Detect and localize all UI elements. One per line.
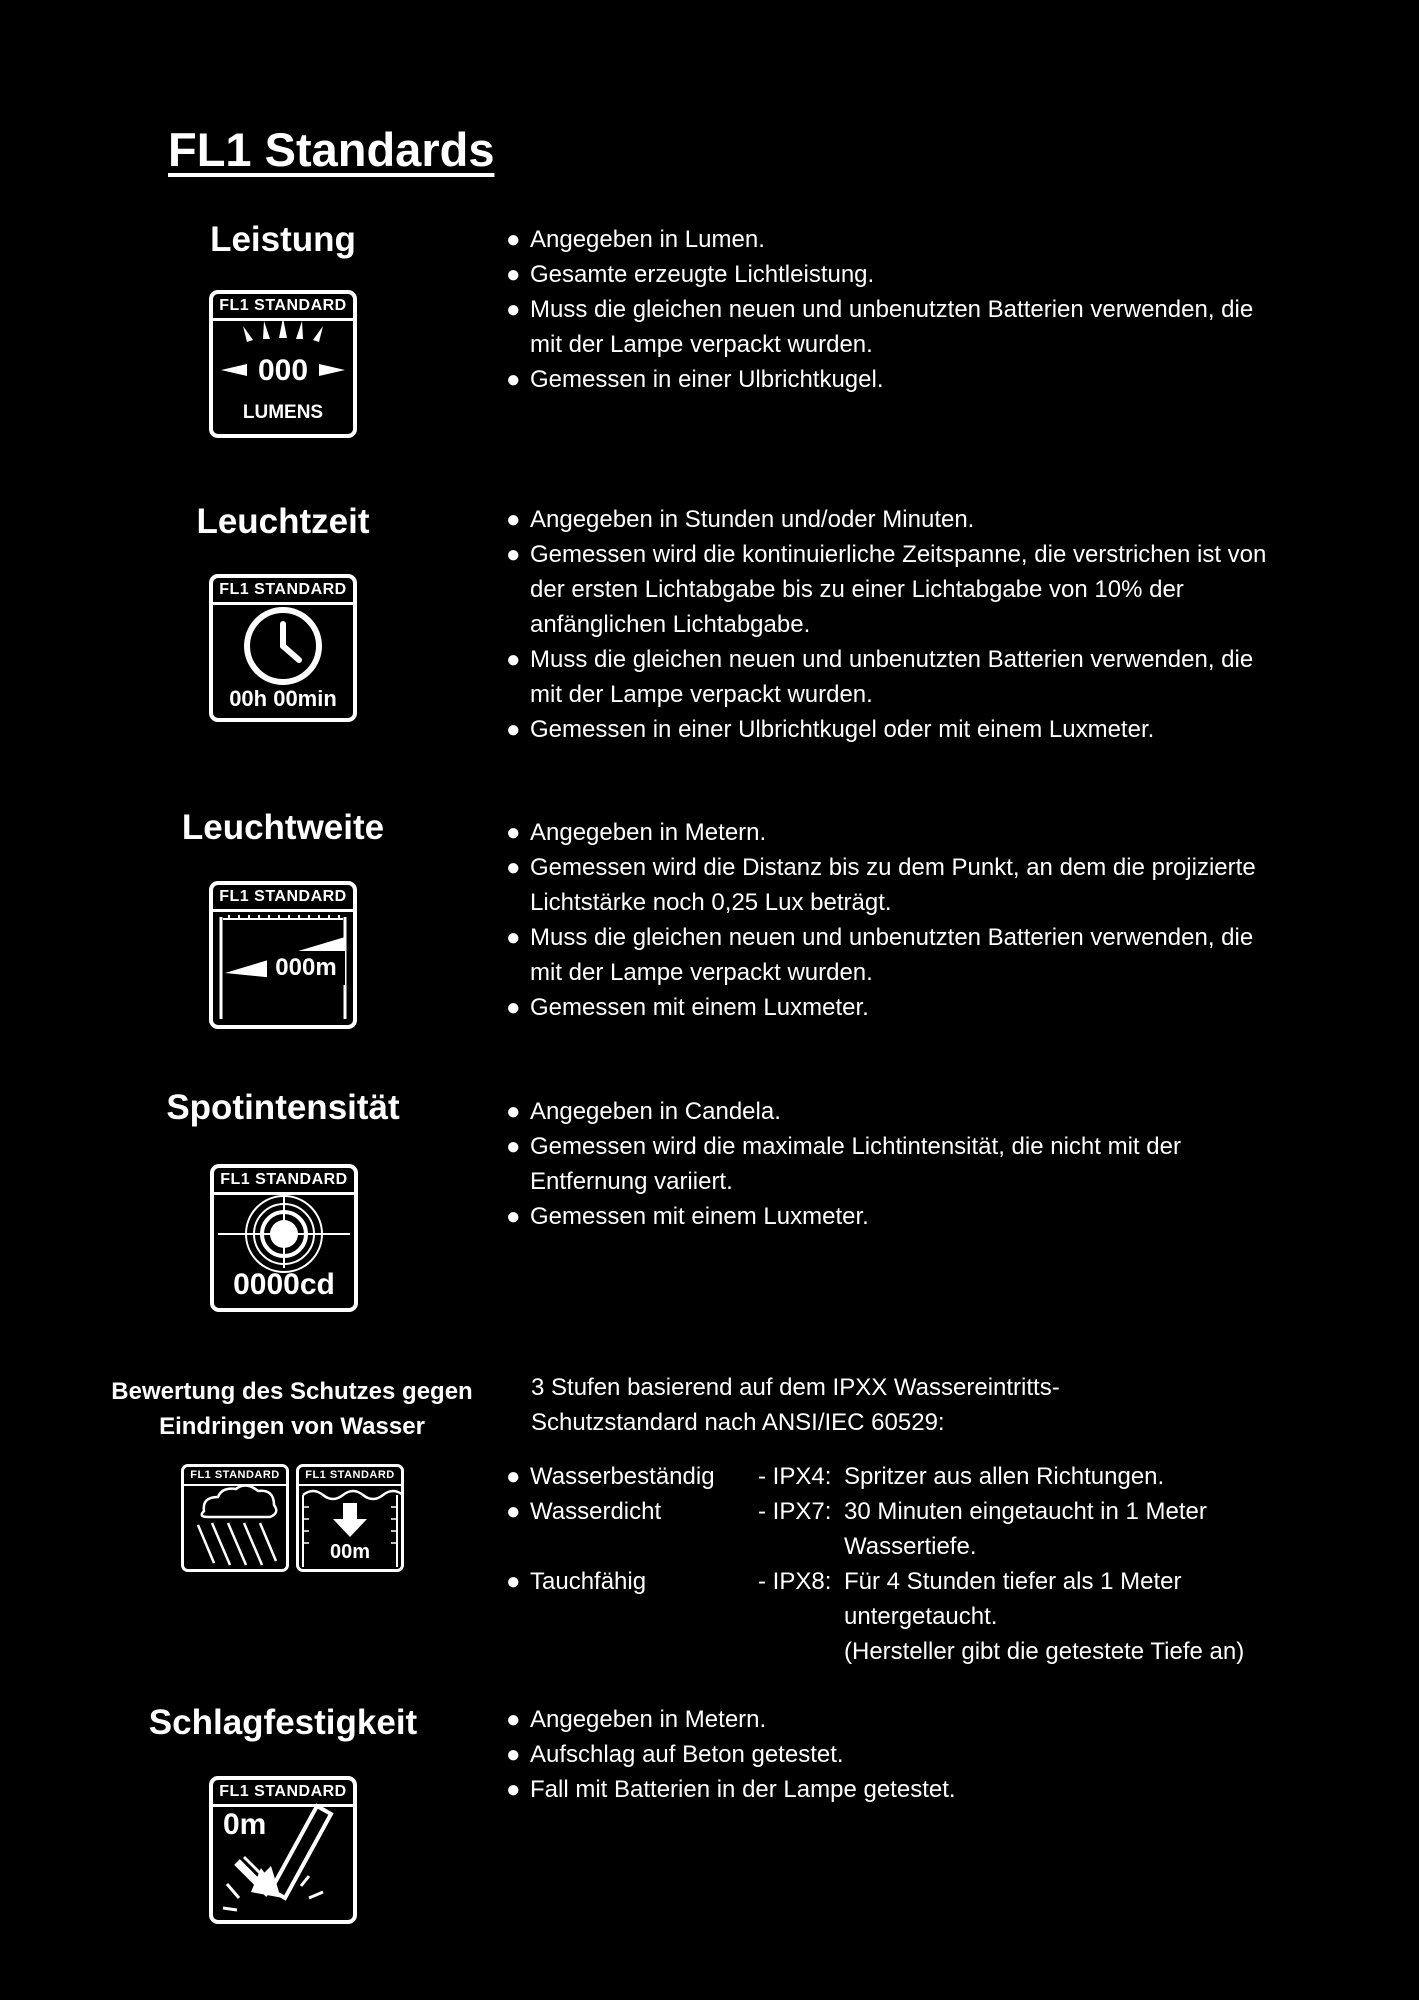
rating-description: Spritzer aus allen Richtungen. bbox=[844, 1463, 1165, 1490]
clock-icon bbox=[209, 574, 357, 722]
list-item: ● Muss die gleichen neuen und unbenutzten Batterien verwenden, die mit der Lampe verpackt wurden. bbox=[506, 646, 1254, 708]
list-item: ● Fall mit Batterien in der Lampe getestet. bbox=[506, 1776, 956, 1803]
rating-description: Für 4 Stunden tiefer als 1 Meter untergetaucht. (Hersteller gibt die getestete Tiefe an) bbox=[844, 1568, 1245, 1665]
list-item: ● Angegeben in Stunden und/oder Minuten. bbox=[506, 506, 975, 533]
section-heading-schlagfestigkeit: Schlagfestigkeit bbox=[148, 1703, 418, 1742]
lumens-value: 000 bbox=[257, 354, 309, 387]
list-item: ● Gemessen wird die kontinuierliche Zeitspanne, die verstrichen ist von der ersten Lichtabgabe bis zu einer Lichtabgabe von 10% der anfänglichen Lichtabgabe. bbox=[506, 541, 1267, 638]
icon-header: FL1 STANDARD bbox=[184, 1467, 286, 1486]
page-title: FL1 Standards bbox=[168, 123, 495, 176]
heading-line: Bewertung des Schutzes gegen bbox=[111, 1378, 473, 1405]
icon-header: FL1 STANDARD bbox=[299, 1467, 401, 1486]
lumens-icon bbox=[209, 290, 357, 438]
list-item: ● Angegeben in Lumen. bbox=[506, 226, 765, 253]
list-item: ● Gemessen wird die Distanz bis zu dem Punkt, an dem die projizierte Lichtstärke noch 0,25 Lux beträgt. bbox=[506, 854, 1256, 916]
section-heading-spotintensitaet: Spotintensität bbox=[166, 1088, 400, 1127]
rating-code: - IPX7: bbox=[758, 1498, 832, 1525]
rating-code: - IPX8: bbox=[758, 1568, 832, 1595]
icon-header: FL1 STANDARD bbox=[213, 885, 353, 912]
list-item: ● Gemessen in einer Ulbrichtkugel oder mit einem Luxmeter. bbox=[506, 716, 1155, 743]
bullet-list-schlagfestigkeit bbox=[506, 1702, 1276, 1807]
list-item: ● Gemessen mit einem Luxmeter. bbox=[506, 994, 869, 1021]
list-item: ● Angegeben in Metern. bbox=[506, 819, 767, 846]
list-item: ● Angegeben in Metern. bbox=[506, 1706, 767, 1733]
ip-rating-table bbox=[506, 1459, 1244, 1669]
icon-header: FL1 STANDARD bbox=[213, 1780, 353, 1807]
bullet-list-leistung bbox=[506, 222, 1276, 397]
table-row bbox=[506, 1564, 1244, 1669]
impact-value: 0m bbox=[223, 1808, 267, 1841]
bullet-list-leuchtzeit bbox=[506, 502, 1276, 747]
bullet: ● bbox=[506, 1463, 521, 1490]
icon-header: FL1 STANDARD bbox=[214, 1168, 354, 1195]
section-heading-leistung: Leistung bbox=[210, 220, 356, 259]
bullet: ● bbox=[506, 1498, 521, 1525]
section-heading-leuchtzeit: Leuchtzeit bbox=[196, 502, 370, 541]
list-item: ● Gemessen mit einem Luxmeter. bbox=[506, 1203, 869, 1230]
rating-name: Tauchfähig bbox=[530, 1568, 647, 1595]
duration-value: 00h 00min bbox=[229, 686, 337, 711]
impact-icon bbox=[209, 1776, 357, 1924]
depth-value: 00m bbox=[329, 1541, 371, 1563]
intro-line: Schutzstandard nach ANSI/IEC 60529: bbox=[531, 1409, 945, 1436]
table-row bbox=[506, 1494, 1244, 1564]
bullet-list-spotintensitaet bbox=[506, 1094, 1276, 1234]
section-heading-wasserschutz bbox=[82, 1374, 502, 1444]
icon-header: FL1 STANDARD bbox=[213, 294, 353, 321]
rain-icon bbox=[181, 1464, 289, 1572]
rating-name: Wasserbeständig bbox=[530, 1463, 715, 1490]
lumens-label: LUMENS bbox=[242, 402, 324, 423]
target-icon bbox=[210, 1164, 358, 1312]
list-item: ● Muss die gleichen neuen und unbenutzten Batterien verwenden, die mit der Lampe verpackt wurden. bbox=[506, 296, 1254, 358]
submersion-icon bbox=[296, 1464, 404, 1572]
beam-distance-icon bbox=[209, 881, 357, 1029]
list-item: ● Gemessen wird die maximale Lichtintensität, die nicht mit der Entfernung variiert. bbox=[506, 1133, 1181, 1195]
distance-value: 000m bbox=[267, 951, 345, 985]
list-item: ● Angegeben in Candela. bbox=[506, 1098, 781, 1125]
intro-line: 3 Stufen basierend auf dem IPXX Wassereintritts- bbox=[531, 1374, 1060, 1401]
list-item: ● Muss die gleichen neuen und unbenutzten Batterien verwenden, die mit der Lampe verpackt wurden. bbox=[506, 924, 1254, 986]
rating-name: Wasserdicht bbox=[530, 1498, 662, 1525]
section-heading-leuchtweite: Leuchtweite bbox=[181, 808, 385, 847]
list-item: ● Gesamte erzeugte Lichtleistung. bbox=[506, 261, 875, 288]
list-item: ● Gemessen in einer Ulbrichtkugel. bbox=[506, 366, 884, 393]
bullet-list-leuchtweite bbox=[506, 815, 1276, 1025]
bullet: ● bbox=[506, 1568, 521, 1595]
icon-header: FL1 STANDARD bbox=[213, 578, 353, 605]
intensity-value: 0000cd bbox=[233, 1268, 335, 1301]
table-row bbox=[506, 1459, 1244, 1494]
list-item: ● Aufschlag auf Beton getestet. bbox=[506, 1741, 844, 1768]
heading-line: Eindringen von Wasser bbox=[159, 1413, 425, 1440]
rating-description: 30 Minuten eingetaucht in 1 Meter Wassertiefe. bbox=[844, 1498, 1207, 1560]
rating-code: - IPX4: bbox=[758, 1463, 832, 1490]
ip-intro bbox=[531, 1370, 1171, 1440]
